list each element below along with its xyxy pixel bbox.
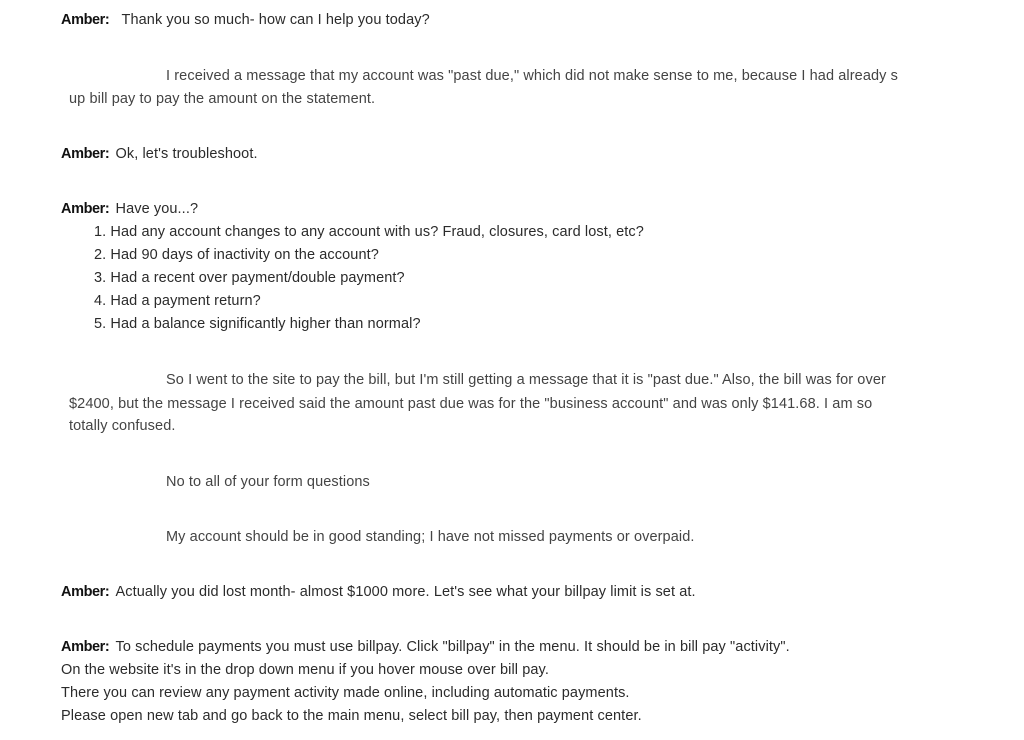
customer-message-line: My account should be in good standing; I have not missed payments or overpaid.	[166, 529, 695, 545]
agent-message	[61, 581, 696, 603]
message-text: Ok, let's troubleshoot.	[115, 146, 258, 162]
list-item: 1. Had any account changes to any account with us? Fraud, closures, card lost, etc?	[94, 224, 644, 240]
agent-message	[61, 143, 258, 165]
speaker-label: Amber:	[61, 639, 110, 655]
customer-message-line: So I went to the site to pay the bill, but I'm still getting a message that it is "past due." Also, the bill was for over	[166, 372, 886, 388]
customer-message-line: No to all of your form questions	[166, 474, 370, 490]
speaker-label: Amber:	[61, 584, 110, 600]
customer-message-line: totally confused.	[69, 418, 176, 434]
list-item: 5. Had a balance significantly higher than normal?	[94, 316, 421, 332]
agent-message	[61, 9, 430, 31]
message-continuation-line: On the website it's in the drop down menu if you hover mouse over bill pay.	[61, 662, 549, 678]
customer-message-line: $2400, but the message I received said the amount past due was for the "business account" and was only $141.68. I am so	[69, 396, 873, 412]
message-text: Actually you did lost month- almost $1000 more. Let's see what your billpay limit is set at.	[115, 584, 696, 600]
speaker-label: Amber:	[61, 12, 110, 28]
message-text: Have you...?	[115, 201, 199, 217]
agent-message	[61, 198, 198, 220]
customer-message-line: I received a message that my account was "past due," which did not make sense to me, because I had already s	[166, 68, 898, 84]
list-item: 2. Had 90 days of inactivity on the account?	[94, 247, 379, 263]
speaker-label: Amber:	[61, 201, 110, 217]
speaker-label: Amber:	[61, 146, 110, 162]
agent-message	[61, 636, 790, 658]
list-item: 4. Had a payment return?	[94, 293, 261, 309]
message-text: To schedule payments you must use billpay. Click "billpay" in the menu. It should be in bill pay "activity".	[115, 639, 790, 655]
list-item: 3. Had a recent over payment/double payment?	[94, 270, 405, 286]
message-continuation-line: Please open new tab and go back to the main menu, select bill pay, then payment center.	[61, 708, 642, 724]
customer-message-line: up bill pay to pay the amount on the statement.	[69, 91, 376, 107]
message-text: Thank you so much- how can I help you today?	[121, 12, 430, 28]
message-continuation-line: There you can review any payment activity made online, including automatic payments.	[61, 685, 630, 701]
